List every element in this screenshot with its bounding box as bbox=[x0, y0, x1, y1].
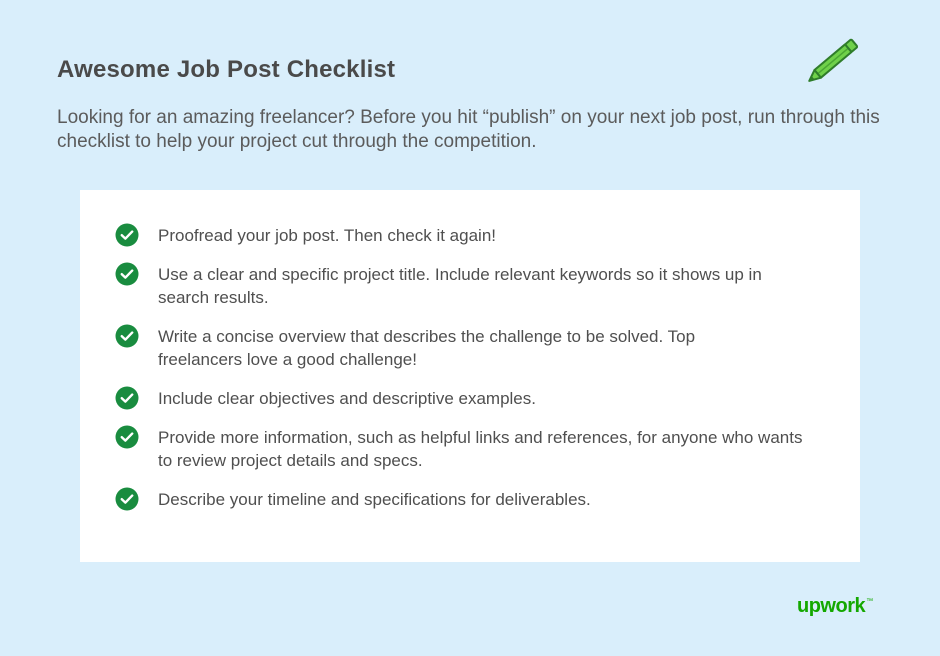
upwork-logo bbox=[797, 595, 873, 618]
pencil-icon bbox=[802, 32, 864, 90]
brand-trademark: ™ bbox=[866, 598, 873, 605]
checklist-item-text: Describe your timeline and specifications for deliverables. bbox=[158, 490, 591, 509]
checklist-item-text: Provide more information, such as helpful links and references, for anyone who wants to review project details and specs. bbox=[158, 428, 803, 470]
intro-text: Looking for an amazing freelancer? Before you hit “publish” on your next job post, run through this checklist to help your project cut through the competition. bbox=[57, 107, 880, 152]
checklist-card bbox=[80, 190, 860, 562]
checklist-item-text: Write a concise overview that describes the challenge to be solved. Top freelancers love a good challenge! bbox=[158, 327, 696, 369]
check-circle-icon bbox=[115, 386, 139, 410]
checklist-item bbox=[115, 325, 815, 371]
checklist-item bbox=[115, 488, 815, 511]
check-circle-icon bbox=[115, 425, 139, 449]
checklist-item bbox=[115, 224, 815, 247]
check-circle-icon bbox=[115, 324, 139, 348]
brand-name: upwork bbox=[797, 595, 866, 617]
checklist-item-text: Proofread your job post. Then check it again! bbox=[158, 226, 496, 245]
check-circle-icon bbox=[115, 223, 139, 247]
checklist-item-text: Use a clear and specific project title. Include relevant keywords so it shows up in search results. bbox=[158, 265, 762, 307]
checklist-item bbox=[115, 387, 815, 410]
checklist-item bbox=[115, 263, 815, 309]
checklist-item-text: Include clear objectives and descriptive examples. bbox=[158, 389, 536, 408]
check-circle-icon bbox=[115, 262, 139, 286]
checklist-item bbox=[115, 426, 815, 472]
check-circle-icon bbox=[115, 487, 139, 511]
page-title: Awesome Job Post Checklist bbox=[57, 56, 396, 83]
